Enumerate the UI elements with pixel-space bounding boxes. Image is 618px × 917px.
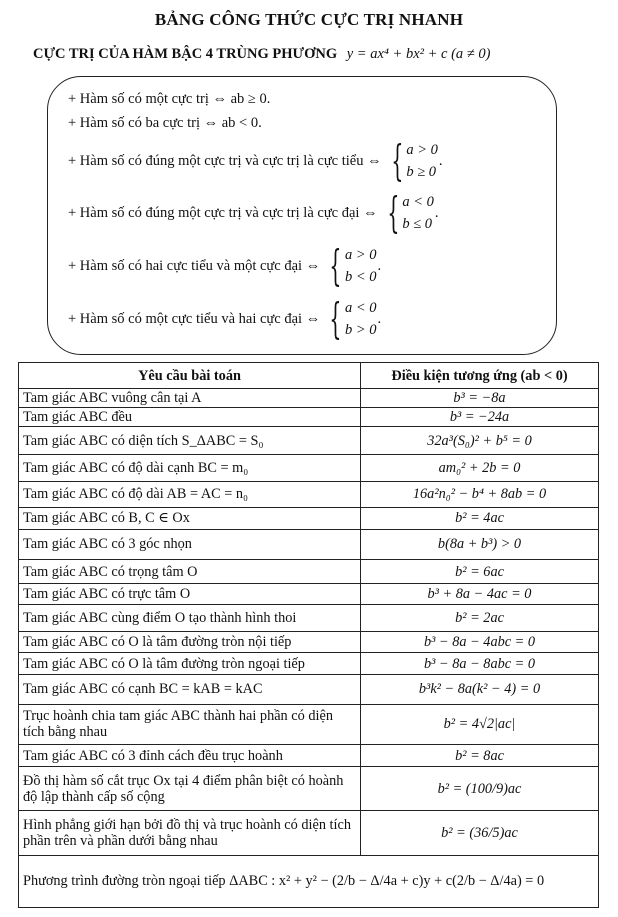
case-line: a < 0	[402, 194, 434, 210]
rule-cases	[402, 191, 434, 235]
rule-tail: .	[377, 310, 382, 327]
subtitle-text: CỰC TRỊ CỦA HÀM BẬC 4 TRÙNG PHƯƠNG	[33, 46, 338, 62]
requirement-cell: Tam giác ABC cùng điểm O tạo thành hình thoi	[19, 605, 361, 632]
case-line: a > 0	[344, 247, 377, 263]
requirement-cell: Tam giác ABC có O là tâm đường tròn nội tiếp	[19, 632, 361, 653]
requirement-cell: Tam giác ABC có 3 đỉnh cách đều trục hoành	[19, 744, 361, 766]
table-row	[19, 584, 599, 605]
rule-item	[68, 243, 381, 289]
rule-text: + Hàm số có ba cực trị ⇔ ab < 0.	[68, 115, 262, 131]
conditions-table	[18, 362, 599, 908]
case-line: a > 0	[406, 142, 438, 158]
case-line: b ≤ 0	[402, 216, 433, 232]
condition-cell: 16a²n₀² − b⁴ + 8ab = 0	[361, 481, 599, 507]
requirement-cell: Tam giác ABC có trọng tâm O	[19, 559, 361, 583]
circle-equation-cell: Phương trình đường tròn ngoại tiếp ΔABC : x² + y² − (2/b − Δ/4a + c)y + c(2/b − Δ/4a) = 0	[19, 855, 599, 907]
condition-cell: b² = 2ac	[361, 605, 599, 632]
condition-cell: b³ = −24a	[361, 408, 599, 427]
table-row	[19, 767, 599, 811]
brace-symbol: {	[386, 188, 399, 237]
condition-cell: b² = 6ac	[361, 559, 599, 583]
table-row	[19, 704, 599, 744]
requirement-cell: Tam giác ABC vuông cân tại A	[19, 389, 361, 408]
table-row	[19, 559, 599, 583]
requirement-cell: Trục hoành chia tam giác ABC thành hai phần có diện tích bằng nhau	[19, 704, 361, 744]
case-line: b < 0	[344, 269, 377, 285]
table-row	[19, 408, 599, 427]
table-row	[19, 632, 599, 653]
rule-item	[68, 190, 438, 236]
case-line: a < 0	[344, 300, 377, 316]
table-header-row	[19, 363, 599, 389]
table-row	[19, 427, 599, 455]
requirement-cell: Tam giác ABC đều	[19, 408, 361, 427]
requirement-cell: Tam giác ABC có B, C ∈ Ox	[19, 507, 361, 529]
rule-item	[68, 138, 443, 184]
condition-cell: b² = (36/5)ac	[361, 811, 599, 855]
section-subtitle	[33, 46, 490, 63]
condition-cell: b² = 4ac	[361, 507, 599, 529]
brace-symbol: {	[390, 136, 403, 185]
condition-cell: 32a³(S₀)² + b⁵ = 0	[361, 427, 599, 455]
rule-item	[68, 91, 270, 108]
rule-item	[68, 296, 381, 342]
rule-tail: .	[438, 152, 443, 169]
brace-symbol: {	[329, 294, 342, 343]
rule-text: + Hàm số có đúng một cực trị và cực trị là cực tiểu ⇔	[68, 152, 382, 169]
header-condition: Điều kiện tương ứng (ab < 0)	[361, 363, 599, 389]
page-title: BẢNG CÔNG THỨC CỰC TRỊ NHANH	[154, 10, 464, 29]
rule-item	[68, 115, 262, 132]
brace-symbol: {	[329, 241, 342, 290]
rule-text: + Hàm số có hai cực tiểu và một cực đại ⇔	[68, 257, 321, 274]
rule-text: + Hàm số có đúng một cực trị và cực trị là cực đại ⇔	[68, 204, 378, 221]
condition-cell: b(8a + b³) > 0	[361, 529, 599, 559]
rule-text: + Hàm số có một cực tiểu và hai cực đại ⇔	[68, 310, 321, 327]
table-row	[19, 605, 599, 632]
rule-cases	[406, 139, 438, 183]
rule-tail: .	[377, 257, 382, 274]
requirement-cell: Hình phẳng giới hạn bởi đồ thị và trục hoành có diện tích phần trên và phần dưới bằng nhau	[19, 811, 361, 855]
rule-cases	[345, 297, 377, 341]
rule-text: + Hàm số có một cực trị ⇔ ab ≥ 0.	[68, 91, 271, 107]
header-requirement: Yêu cầu bài toán	[19, 363, 361, 389]
case-line: b ≥ 0	[406, 164, 437, 180]
condition-cell: b³ − 8a − 4abc = 0	[361, 632, 599, 653]
table-row	[19, 529, 599, 559]
condition-cell: b² = 8ac	[361, 744, 599, 766]
subtitle-formula: y = ax⁴ + bx² + c (a ≠ 0)	[346, 46, 491, 62]
requirement-cell: Tam giác ABC có độ dài cạnh BC = m₀	[19, 455, 361, 481]
condition-cell: am₀² + 2b = 0	[361, 455, 599, 481]
rule-tail: .	[434, 204, 439, 221]
requirement-cell: Tam giác ABC có diện tích S_ΔABC = S₀	[19, 427, 361, 455]
requirement-cell: Tam giác ABC có độ dài AB = AC = n₀	[19, 481, 361, 507]
rule-cases	[345, 244, 377, 288]
requirement-cell: Tam giác ABC có cạnh BC = kAB = kAC	[19, 674, 361, 704]
table-row	[19, 455, 599, 481]
table-row	[19, 389, 599, 408]
table-row	[19, 811, 599, 855]
condition-cell: b³ = −8a	[361, 389, 599, 408]
table-row	[19, 653, 599, 674]
table-row	[19, 674, 599, 704]
requirement-cell: Tam giác ABC có O là tâm đường tròn ngoại tiếp	[19, 653, 361, 674]
condition-cell: b² = (100/9)ac	[361, 767, 599, 811]
condition-cell: b² = 4√2|ac|	[361, 704, 599, 744]
requirement-cell: Tam giác ABC có trực tâm O	[19, 584, 361, 605]
condition-cell: b³ − 8a − 8abc = 0	[361, 653, 599, 674]
requirement-cell: Đồ thị hàm số cắt trục Ox tại 4 điểm phân biệt có hoành độ lập thành cấp số cộng	[19, 767, 361, 811]
requirement-cell: Tam giác ABC có 3 góc nhọn	[19, 529, 361, 559]
condition-cell: b³ + 8a − 4ac = 0	[361, 584, 599, 605]
table-row	[19, 507, 599, 529]
table-row	[19, 744, 599, 766]
table-row-circle-equation	[19, 855, 599, 907]
case-line: b > 0	[344, 322, 377, 338]
condition-cell: b³k² − 8a(k² − 4) = 0	[361, 674, 599, 704]
table-row	[19, 481, 599, 507]
